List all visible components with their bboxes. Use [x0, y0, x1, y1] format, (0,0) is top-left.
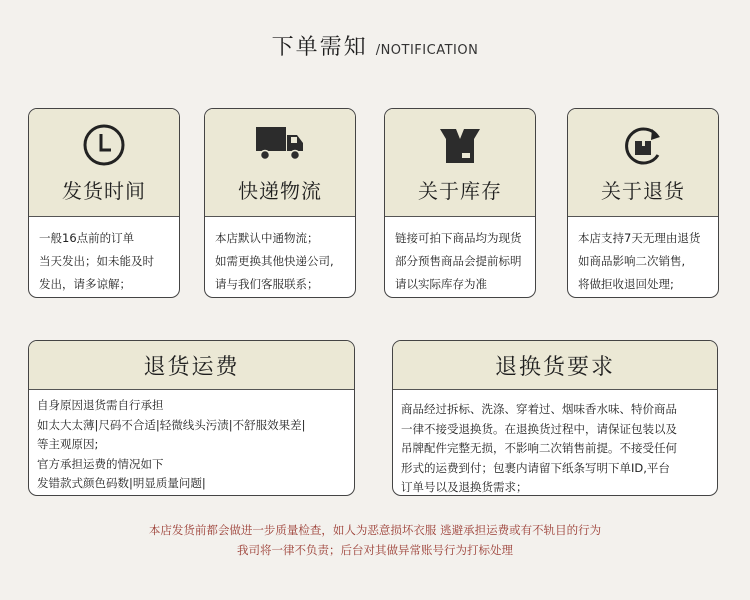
page-title: 下单需知: [271, 35, 368, 60]
exchange-requirements-box: [392, 340, 718, 496]
return-shipping-box: [28, 340, 355, 496]
card-line: 如需更换其他快递公司,: [215, 254, 334, 268]
card-body: [568, 217, 718, 296]
box-line: 如太大太薄|尺码不合适|轻微线头污渍|不舒服效果差|: [37, 417, 306, 432]
page-header: [0, 30, 750, 61]
footer-notice: [0, 520, 750, 560]
card-line: 请以实际库存为准: [395, 277, 487, 291]
card-header: [385, 109, 535, 217]
box-line: 等主观原因;: [37, 437, 99, 451]
card-body: [29, 217, 179, 296]
card-line: 链接可拍下商品均为现货: [395, 231, 522, 245]
card-body: [205, 217, 355, 296]
card-body: [385, 217, 535, 296]
card-line: 将做拒收退回处理;: [578, 277, 674, 291]
box-title: 退货运费: [29, 341, 354, 390]
box-line: 形式的运费到付；包裹内请留下纸条写明下单ID,平台: [401, 460, 670, 475]
card-line: 一般16点前的订单: [39, 231, 135, 245]
box-line: 吊牌配件完整无损，不影响二次销售前提。不接受任何: [401, 441, 677, 455]
card-inventory: [384, 108, 536, 298]
box-line: 商品经过拆标、洗涤、穿着过、烟味香水味、特价商品: [401, 402, 677, 416]
box-line: 一律不接受退换货。在退换货过程中，请保证包装以及: [401, 421, 677, 436]
box-line: 官方承担运费的情况如下: [37, 456, 164, 471]
truck-icon: [254, 123, 306, 167]
card-line: 发出，请多谅解；: [39, 277, 131, 291]
card-line: 部分预售商品会提前标明: [395, 254, 522, 268]
box-body: [29, 390, 354, 494]
card-title: 快递物流: [238, 179, 322, 203]
clock-icon: [82, 123, 126, 171]
card-header: [205, 109, 355, 217]
box-line: 订单号以及退换货需求；: [401, 480, 528, 494]
card-line: 本店支持7天无理由退货: [578, 231, 701, 245]
card-header: [29, 109, 179, 217]
card-line: 如商品影响二次销售,: [578, 254, 686, 268]
card-header: [568, 109, 718, 217]
card-title: 关于库存: [418, 179, 502, 203]
card-line: 当天发出；如未能及时: [39, 254, 154, 268]
card-title: 关于退货: [601, 179, 685, 203]
box-line: 自身原因退货需自行承担: [37, 398, 164, 412]
card-title: 发货时间: [62, 179, 146, 203]
footer-line: 本店发货前都会做进一步质量检查，如人为恶意损坏衣服 逃避承担运费或有不轨目的行为: [148, 523, 602, 537]
return-box-icon: [620, 123, 666, 171]
page-subtitle: /NOTIFICATION: [375, 43, 479, 58]
footer-line: 我司将一律不负责；后台对其做异常账号行为打标处理: [237, 543, 513, 557]
card-logistics: [204, 108, 356, 298]
card-returns: [567, 108, 719, 298]
box-line: 发错款式颜色码数|明显质量问题|: [37, 476, 206, 490]
box-body: [393, 390, 717, 496]
box-title: 退换货要求: [393, 341, 717, 390]
card-line: 本店默认中通物流；: [215, 231, 319, 245]
card-shipping-time: [28, 108, 180, 298]
card-line: 请与我们客服联系；: [215, 277, 319, 291]
box-icon: [436, 123, 484, 171]
